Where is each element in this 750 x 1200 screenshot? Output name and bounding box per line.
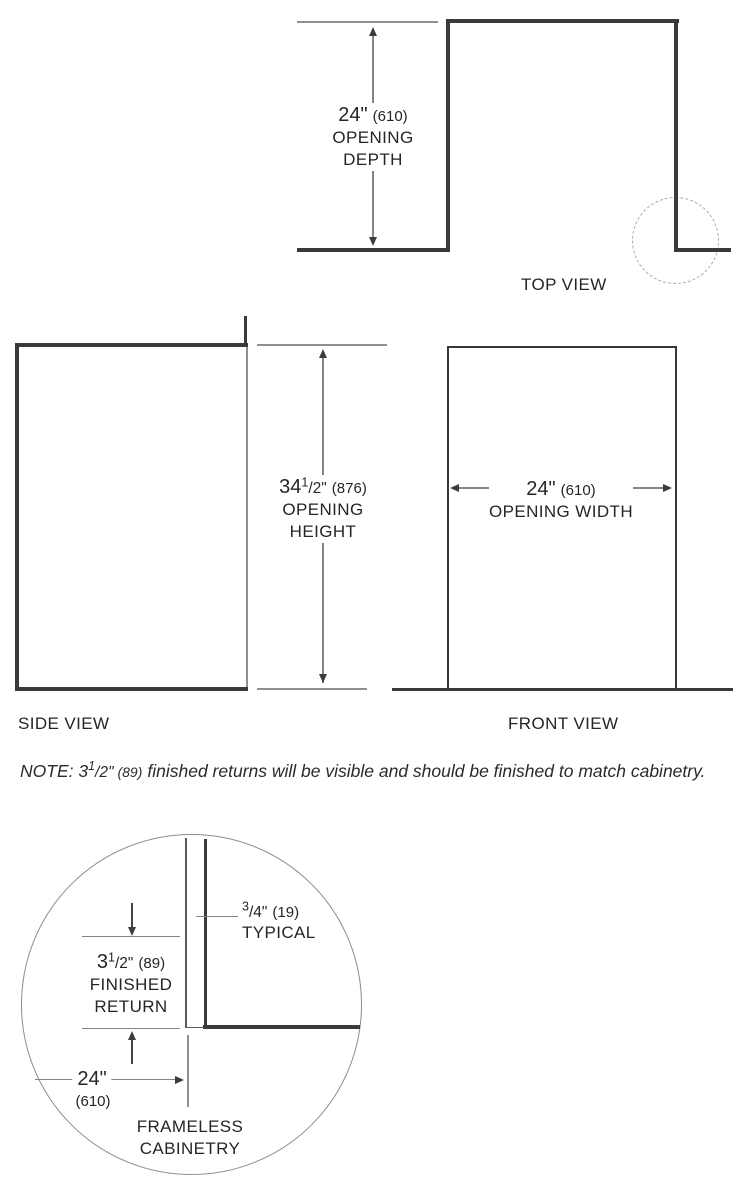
panel-bottom-edge: [185, 1027, 204, 1029]
top-view-outline-bottom-right: [674, 248, 731, 252]
opening-width-value: 24" (610): [489, 477, 633, 501]
side-view-open-edge: [246, 347, 248, 687]
top-view-outline-top: [446, 19, 679, 23]
return-dim-line-top: [82, 936, 180, 937]
top-view-label: TOP VIEW: [521, 275, 607, 294]
detail-width-value: 24": [72, 1067, 111, 1091]
arrowhead-right-icon: [175, 1076, 184, 1084]
return-dim-line-bottom: [82, 1028, 180, 1029]
arrowhead-down-icon: [128, 927, 136, 936]
arrowhead-right-icon: [663, 484, 672, 492]
side-view-label: SIDE VIEW: [18, 714, 110, 733]
opening-depth-value: 24" (610): [338, 104, 408, 126]
opening-depth-dimension: 24" (610) OPENING DEPTH: [327, 103, 418, 171]
frameless-cabinetry-label: FRAMELESS CABINETRY: [136, 1117, 244, 1158]
finished-return-dimension: 3$^1$/2" (89) FINISHED RETURN: [89, 950, 173, 1016]
top-view-outline-bottom-left: [297, 248, 449, 252]
arrowhead-left-icon: [450, 484, 459, 492]
arrowhead-up-icon: [369, 27, 377, 36]
panel-inner-edge: [185, 838, 187, 1028]
side-view-outline-left: [15, 343, 19, 691]
return-arrow-stem-bottom: [131, 1039, 133, 1064]
side-view-return-tick: [244, 316, 247, 345]
top-view-extension-line: [297, 21, 438, 23]
top-view-outline-right: [674, 19, 678, 252]
arrowhead-down-icon: [369, 237, 377, 246]
detail-width-metric: (610): [75, 1093, 111, 1110]
finished-return-value: 3$^1$/2" (89): [96, 950, 166, 973]
opening-height-value: 34$^1$/2" (876): [279, 475, 367, 498]
typical-leader-line: [196, 916, 238, 917]
arrowhead-down-icon: [319, 674, 327, 683]
opening-height-dimension: 34$^1$/2" (876) OPENING HEIGHT: [274, 475, 372, 543]
front-view-floor-line: [392, 688, 733, 691]
width-extension-tick: [187, 1035, 189, 1107]
arrowhead-up-icon: [319, 349, 327, 358]
typical-dimension: $^3$/4" (19) TYPICAL: [242, 899, 316, 942]
side-view-extension-top: [257, 344, 387, 346]
panel-outer-edge: [204, 839, 208, 1028]
return-arrow-stem-top: [131, 903, 133, 928]
arrowhead-up-icon: [128, 1031, 136, 1040]
top-view-outline-left: [446, 19, 450, 252]
side-view-outline-bottom: [15, 687, 248, 691]
side-view-outline-top: [15, 343, 248, 347]
typical-value: $^3$/4" (19): [242, 899, 300, 921]
side-view-extension-bottom: [257, 688, 367, 690]
cabinet-bottom-line: [203, 1025, 360, 1029]
note-text: NOTE: 3$^1$/2" (89) finished returns will be visible and should be finished to match cabinetry.: [20, 759, 706, 781]
front-view-label: FRONT VIEW: [508, 714, 619, 733]
opening-width-dimension: 24" (610) OPENING WIDTH: [488, 478, 634, 521]
